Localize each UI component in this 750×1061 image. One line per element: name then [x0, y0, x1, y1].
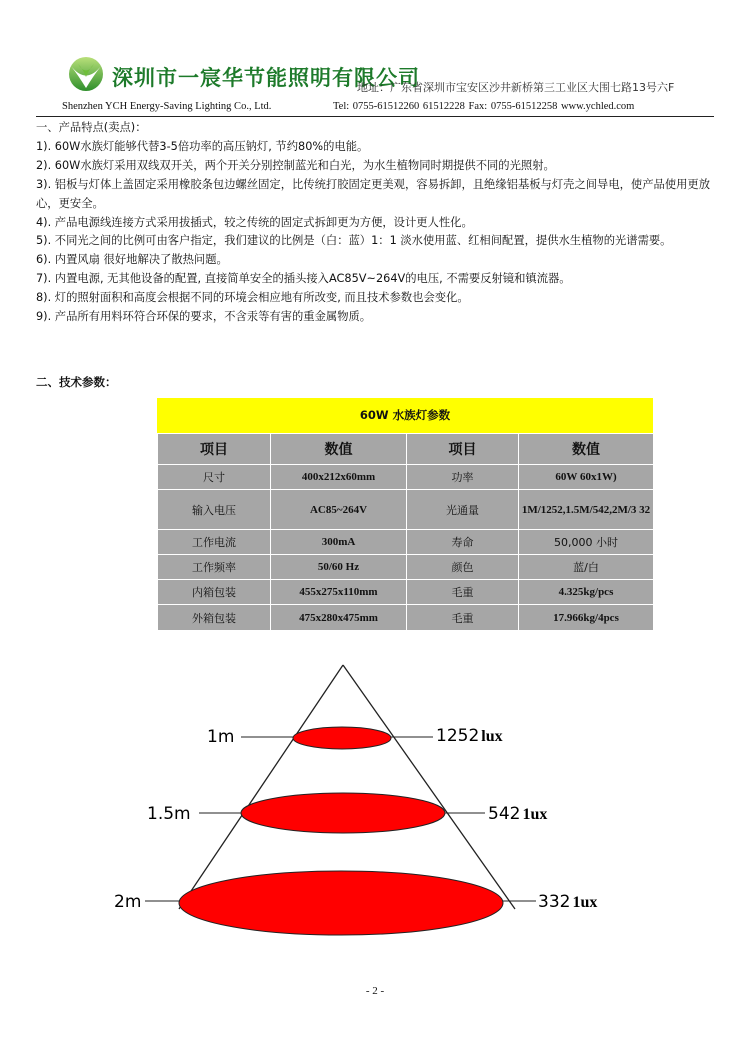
- lux-label: 1252 lux: [436, 726, 503, 746]
- table-cell: 工作电流: [158, 530, 271, 555]
- illumination-ellipse-1-5m: [241, 793, 445, 833]
- table-cell: 475x280x475mm: [271, 605, 407, 631]
- table-row: [158, 555, 654, 580]
- feature-item: 1). 60W水族灯能够代替3-5倍功率的高压钠灯, 节约80%的电能。: [36, 139, 369, 153]
- table-row: [158, 580, 654, 605]
- table-cell: 50/60 Hz: [271, 555, 407, 580]
- table-cell: 60W 60x1W): [519, 465, 654, 490]
- header-divider: [36, 116, 714, 117]
- table-row: [158, 490, 654, 530]
- table-cell: 毛重: [407, 605, 519, 631]
- table-row: [158, 605, 654, 631]
- specs-heading: 二、技术参数：: [36, 375, 117, 389]
- lux-label: 542 1ux: [488, 804, 548, 824]
- table-row: [158, 465, 654, 490]
- header-cell: 数值: [519, 434, 654, 465]
- table-cell: 455x275x110mm: [271, 580, 407, 605]
- illumination-ellipse-1m: [293, 727, 391, 749]
- company-name-cn: 深圳市一宸华节能照明有限公司: [112, 65, 420, 90]
- height-label: 1.5m: [147, 804, 191, 824]
- height-label: 2m: [114, 892, 142, 912]
- light-cone-diagram: [100, 660, 660, 950]
- height-label: 1m: [207, 727, 235, 747]
- table-cell: 工作频率: [158, 555, 271, 580]
- feature-item: 2). 60W水族灯采用双线双开关，两个开关分别控制蓝光和白光，为水生植物同时期提供不同的光照射。: [36, 158, 555, 172]
- specs-table: [157, 398, 653, 631]
- header-cell: 数值: [271, 434, 407, 465]
- feature-item: 7). 内置电源, 无其他设备的配置, 直接简单安全的插头接入AC85V~264V的电压, 不需要反射镜和镇流器。: [36, 272, 571, 286]
- features-heading: 一、产品特点(卖点)：: [36, 121, 147, 134]
- table-title: 60W 水族灯参数: [157, 398, 653, 433]
- feature-item: 4). 产品电源线连接方式采用拔插式，较之传统的固定式拆卸更为方便，设计更人性化。: [36, 215, 473, 229]
- table-cell: 毛重: [407, 580, 519, 605]
- table-cell: 17.966kg/4pcs: [519, 605, 654, 631]
- feature-item: 8). 灯的照射面积和高度会根据不同的环境会相应地有所改变, 而且技术参数也会变化。: [36, 291, 469, 305]
- feature-item: 6). 内置风扇 很好地解决了散热问题。: [36, 253, 228, 267]
- lux-label: 332 1ux: [538, 892, 598, 912]
- company-address: 地址：广东省深圳市宝安区沙井新桥第三工业区大围七路13号六F: [357, 81, 675, 94]
- table-cell: 50,000 小时: [519, 530, 654, 555]
- header-cell: 项目: [407, 434, 519, 465]
- feature-item: 5). 不同光之间的比例可由客户指定，我们建议的比例是（白：蓝）1：1 淡水使用蓝、红相间配置，提供水生植物的光谱需要。: [36, 234, 672, 248]
- company-name-en: Shenzhen YCH Energy-Saving Lighting Co., Ltd.: [62, 101, 272, 112]
- table-header-row: [158, 434, 654, 465]
- table-cell: 4.325kg/pcs: [519, 580, 654, 605]
- table-cell: 尺寸: [158, 465, 271, 490]
- feature-item: 3). 铝板与灯体上盖固定采用橡胶条包边螺丝固定，比传统打胶固定更美观，容易拆卸，且绝缘铝基板与灯壳之间导电，使产品使用更放心，更安全。: [36, 177, 711, 210]
- illumination-ellipse-2m: [179, 871, 503, 935]
- table-cell: 蓝/白: [519, 555, 654, 580]
- table-cell: 1M/1252,1.5M/542,2M/3 32: [519, 490, 654, 530]
- features-section: [36, 119, 728, 327]
- table-cell: 颜色: [407, 555, 519, 580]
- table-cell: AC85~264V: [271, 490, 407, 530]
- table-cell: 寿命: [407, 530, 519, 555]
- table-cell: 功率: [407, 465, 519, 490]
- table-cell: 400x212x60mm: [271, 465, 407, 490]
- table-cell: 外箱包装: [158, 605, 271, 631]
- company-logo-icon: [66, 55, 106, 93]
- table-cell: 输入电压: [158, 490, 271, 530]
- table-row: [158, 530, 654, 555]
- table-cell: 内箱包装: [158, 580, 271, 605]
- feature-item: 9). 产品所有用料环符合环保的要求，不含汞等有害的重金属物质。: [36, 310, 372, 324]
- table-cell: 光通量: [407, 490, 519, 530]
- contact-line: Tel: 0755-61512260 61512228 Fax: 0755-61512258 www.ychled.com: [333, 101, 635, 112]
- table-cell: 300mA: [271, 530, 407, 555]
- header-cell: 项目: [158, 434, 271, 465]
- page-number: - 2 -: [365, 985, 385, 997]
